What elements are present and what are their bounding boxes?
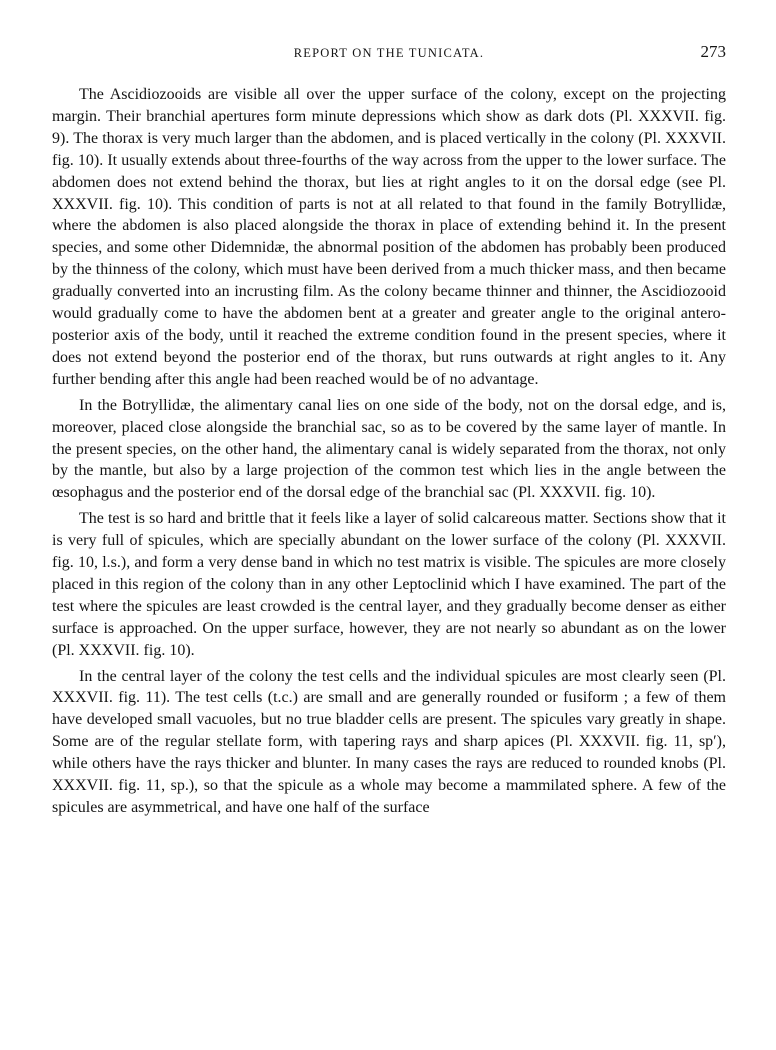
paragraph-4: In the central layer of the colony the test cells and the individual spicules are most clearly seen (Pl. XXXVII. fig. 11). The test cells (t.c.) are small and are generally rounded or fusiform ; a few of them have developed small vacuoles, but no true bladder cells are present. The spicules vary greatly in shape. Some are of the regular stellate form, with tapering rays and sharp apices (Pl. XXXVII. fig. 11, sp′), while others have the rays thicker and blunter. In many cases the rays are reduced to rounded knobs (Pl. XXXVII. fig. 11, sp.), so that the spicule as a whole may become a mammilated sphere. A few of the spicules are asymmetrical, and have one half of the surface: [52, 667, 726, 816]
paragraph-2: In the Botryllidæ, the alimentary canal lies on one side of the body, not on the dorsal edge, and is, moreover, placed close alongside the branchial sac, so as to be covered by the same layer of mantle. In the present species, on the other hand, the alimentary canal is widely separated from the thorax, not only by the mantle, but also by a large projection of the common test which lies in the angle between the œsophagus and the posterior end of the dorsal edge of the branchial sac (Pl. XXXVII. fig. 10).: [52, 396, 726, 502]
running-head: REPORT ON THE TUNICATA.: [293, 46, 485, 60]
paragraph-3: The test is so hard and brittle that it feels like a layer of solid calcareous matter. Sections show that it is very full of spicules, which are specially abundant on the lower surface of the colony (Pl. XXXVII. fig. 10, l.s.), and form a very dense band in which no test matrix is visible. The spicules are more closely placed in this region of the colony than in any other Leptoclinid which I have examined. The part of the test where the spicules are least crowded is the central layer, and they gradually become denser as either surface is approached. On the upper surface, however, they are not nearly so abundant as on the lower (Pl. XXXVII. fig. 10).: [52, 510, 726, 659]
body-text: [52, 84, 726, 823]
page-number: 273: [700, 42, 726, 61]
paragraph-1: The Ascidiozooids are visible all over the upper surface of the colony, except on the projecting margin. Their branchial apertures form minute depressions which show as dark dots (Pl. XXXVII. fig. 9). The thorax is very much larger than the abdomen, and is placed vertically in the colony (Pl. XXXVII. fig. 10). It usually extends about three-fourths of the way across from the upper to the lower surface. The abdomen does not extend behind the thorax, but lies at right angles to it on the dorsal edge (see Pl. XXXVII. fig. 10). This condition of parts is not at all related to that found in the family Botryllidæ, where the abdomen is also placed alongside the thorax in place of extending behind it. In the present species, and some other Didemnidæ, the abnormal position of the abdomen has probably been produced by the thinness of the colony, which must have been derived from a much thicker mass, and then became gradually converted into an incrusting film. As the colony became thinner and thinner, the Ascidiozooid would gradually come to have the abdomen bent at a greater and greater angle to the original antero-posterior axis of the body, until it reached the extreme condition found in the present species, where it does not extend beyond the posterior end of the thorax, but runs outwards at right angles to it. Any further bending after this angle had been reached would be of no advantage.: [52, 86, 726, 388]
page-header: [52, 42, 726, 66]
